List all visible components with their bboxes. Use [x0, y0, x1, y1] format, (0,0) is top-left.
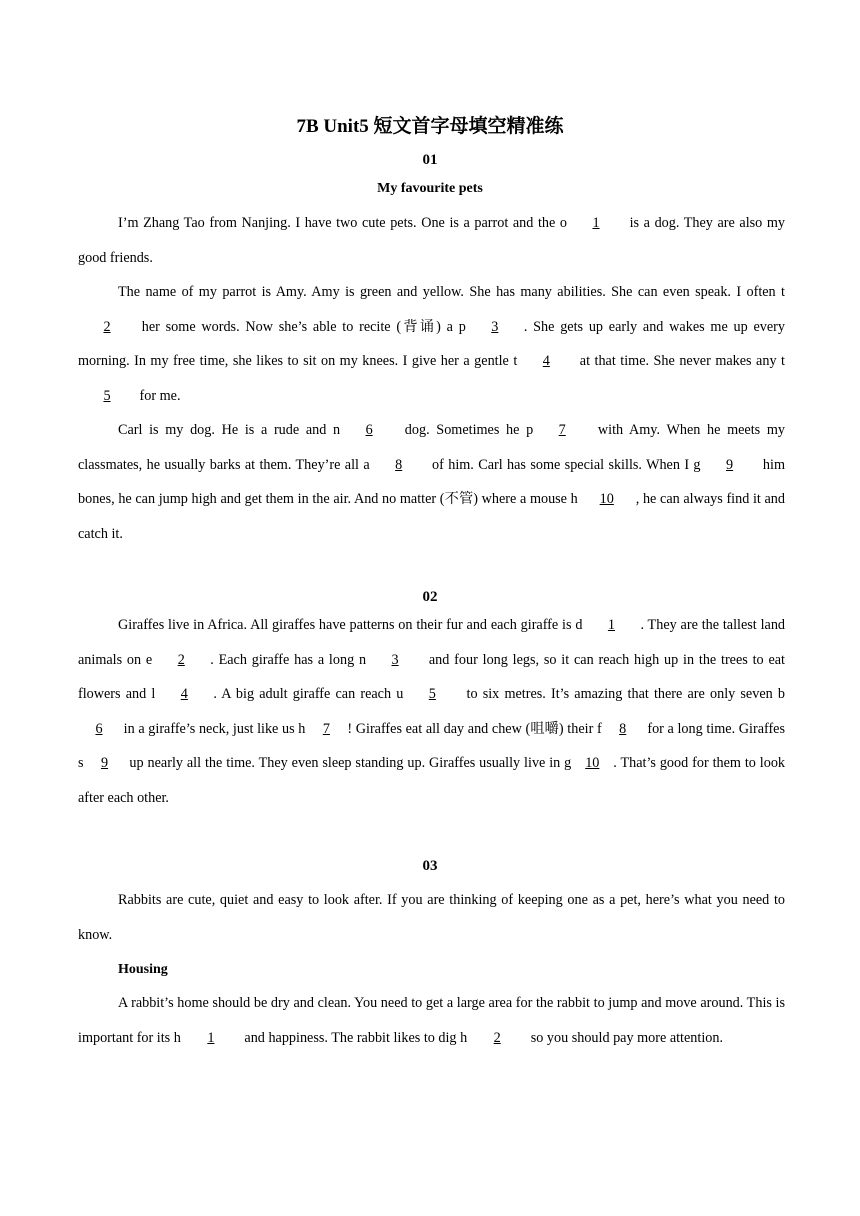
passage-number: 01 [422, 152, 438, 168]
paragraph: The name of my parrot is Amy. Amy is green and yellow. She has many abilities. She can even speak. I often t2 her some words. Now she’s able to recite (背诵) a p 3 . She gets up early and wakes me up every morning. In my free time, she likes to sit on my knees. I give her a gentle t 4 at that time. She never makes any t5 for me. [78, 275, 785, 413]
blank[interactable]: 2 [493, 1029, 501, 1046]
section-heading: Housing [118, 962, 168, 977]
blank[interactable]: 1 [607, 617, 615, 633]
page-title: 7B Unit5 短文首字母填空精准练 [296, 116, 564, 137]
paragraph: Rabbits are cute, quiet and easy to look after. If you are thinking of keeping one as a pet, here’s what you need to know. [78, 892, 785, 943]
blank[interactable]: 10 [599, 491, 614, 507]
blank[interactable]: 9 [100, 755, 109, 771]
blank[interactable]: 10 [585, 755, 600, 771]
blank[interactable]: 4 [180, 686, 188, 702]
paragraph: Carl is my dog. He is a rude and n 6 dog. Sometimes he p 7 with Amy. When he meets my classmates, he usually barks at them. They’re all a 8 of him. Carl has some special skills. When I g 9 him bones, he can jump high and get them in the air. And no matter (不管) where a mouse h 10 , he can always find it and catch it. [78, 413, 785, 551]
blank[interactable]: 7 [322, 720, 330, 737]
blank[interactable]: 3 [491, 318, 499, 335]
paragraph: Giraffes live in Africa. All giraffes have patterns on their fur and each giraffe is d 1 . They are the tallest land animals on e 2 . Each giraffe has a long n 3 and four long legs, so it can reach high up in the trees to eat flowers and l 4 . A big adult giraffe can reach u 5 to six metres. It’s amazing that there are only seven b6 in a giraffe’s neck, just like us h 7 ! Giraffes eat all day and chew (咀嚼) their f 8 for a long time. Giraffes s 9 up nearly all the time. They even sleep standing up. Giraffes usually live in g 10 . That’s good for them to look after each other. [78, 608, 785, 815]
blank[interactable]: 2 [177, 651, 185, 668]
passage-subtitle: My favourite pets [377, 181, 483, 196]
blank[interactable]: 5 [103, 387, 111, 404]
blank[interactable]: 6 [95, 720, 103, 737]
blank[interactable]: 1 [592, 215, 600, 231]
blank[interactable]: 8 [395, 456, 403, 473]
blank[interactable]: 8 [619, 720, 627, 737]
blank[interactable]: 7 [558, 422, 566, 438]
blank[interactable]: 3 [391, 651, 399, 668]
blank[interactable]: 9 [725, 456, 734, 473]
passage-number: 03 [422, 858, 438, 874]
blank[interactable]: 2 [103, 318, 111, 335]
blank[interactable]: 5 [428, 686, 436, 702]
passage-number: 02 [422, 589, 438, 605]
paragraph: A rabbit’s home should be dry and clean. You need to get a large area for the rabbit to jump and move around. This is important for its h 1 and happiness. The rabbit likes to dig h 2 so you should pay more attention. [78, 986, 785, 1055]
blank[interactable]: 1 [207, 1029, 215, 1046]
blank[interactable]: 6 [365, 422, 373, 438]
paragraph: I’m Zhang Tao from Nanjing. I have two cute pets. One is a parrot and the o 1 is a dog. They are also my good friends. [78, 206, 785, 275]
blank[interactable]: 4 [542, 353, 550, 369]
